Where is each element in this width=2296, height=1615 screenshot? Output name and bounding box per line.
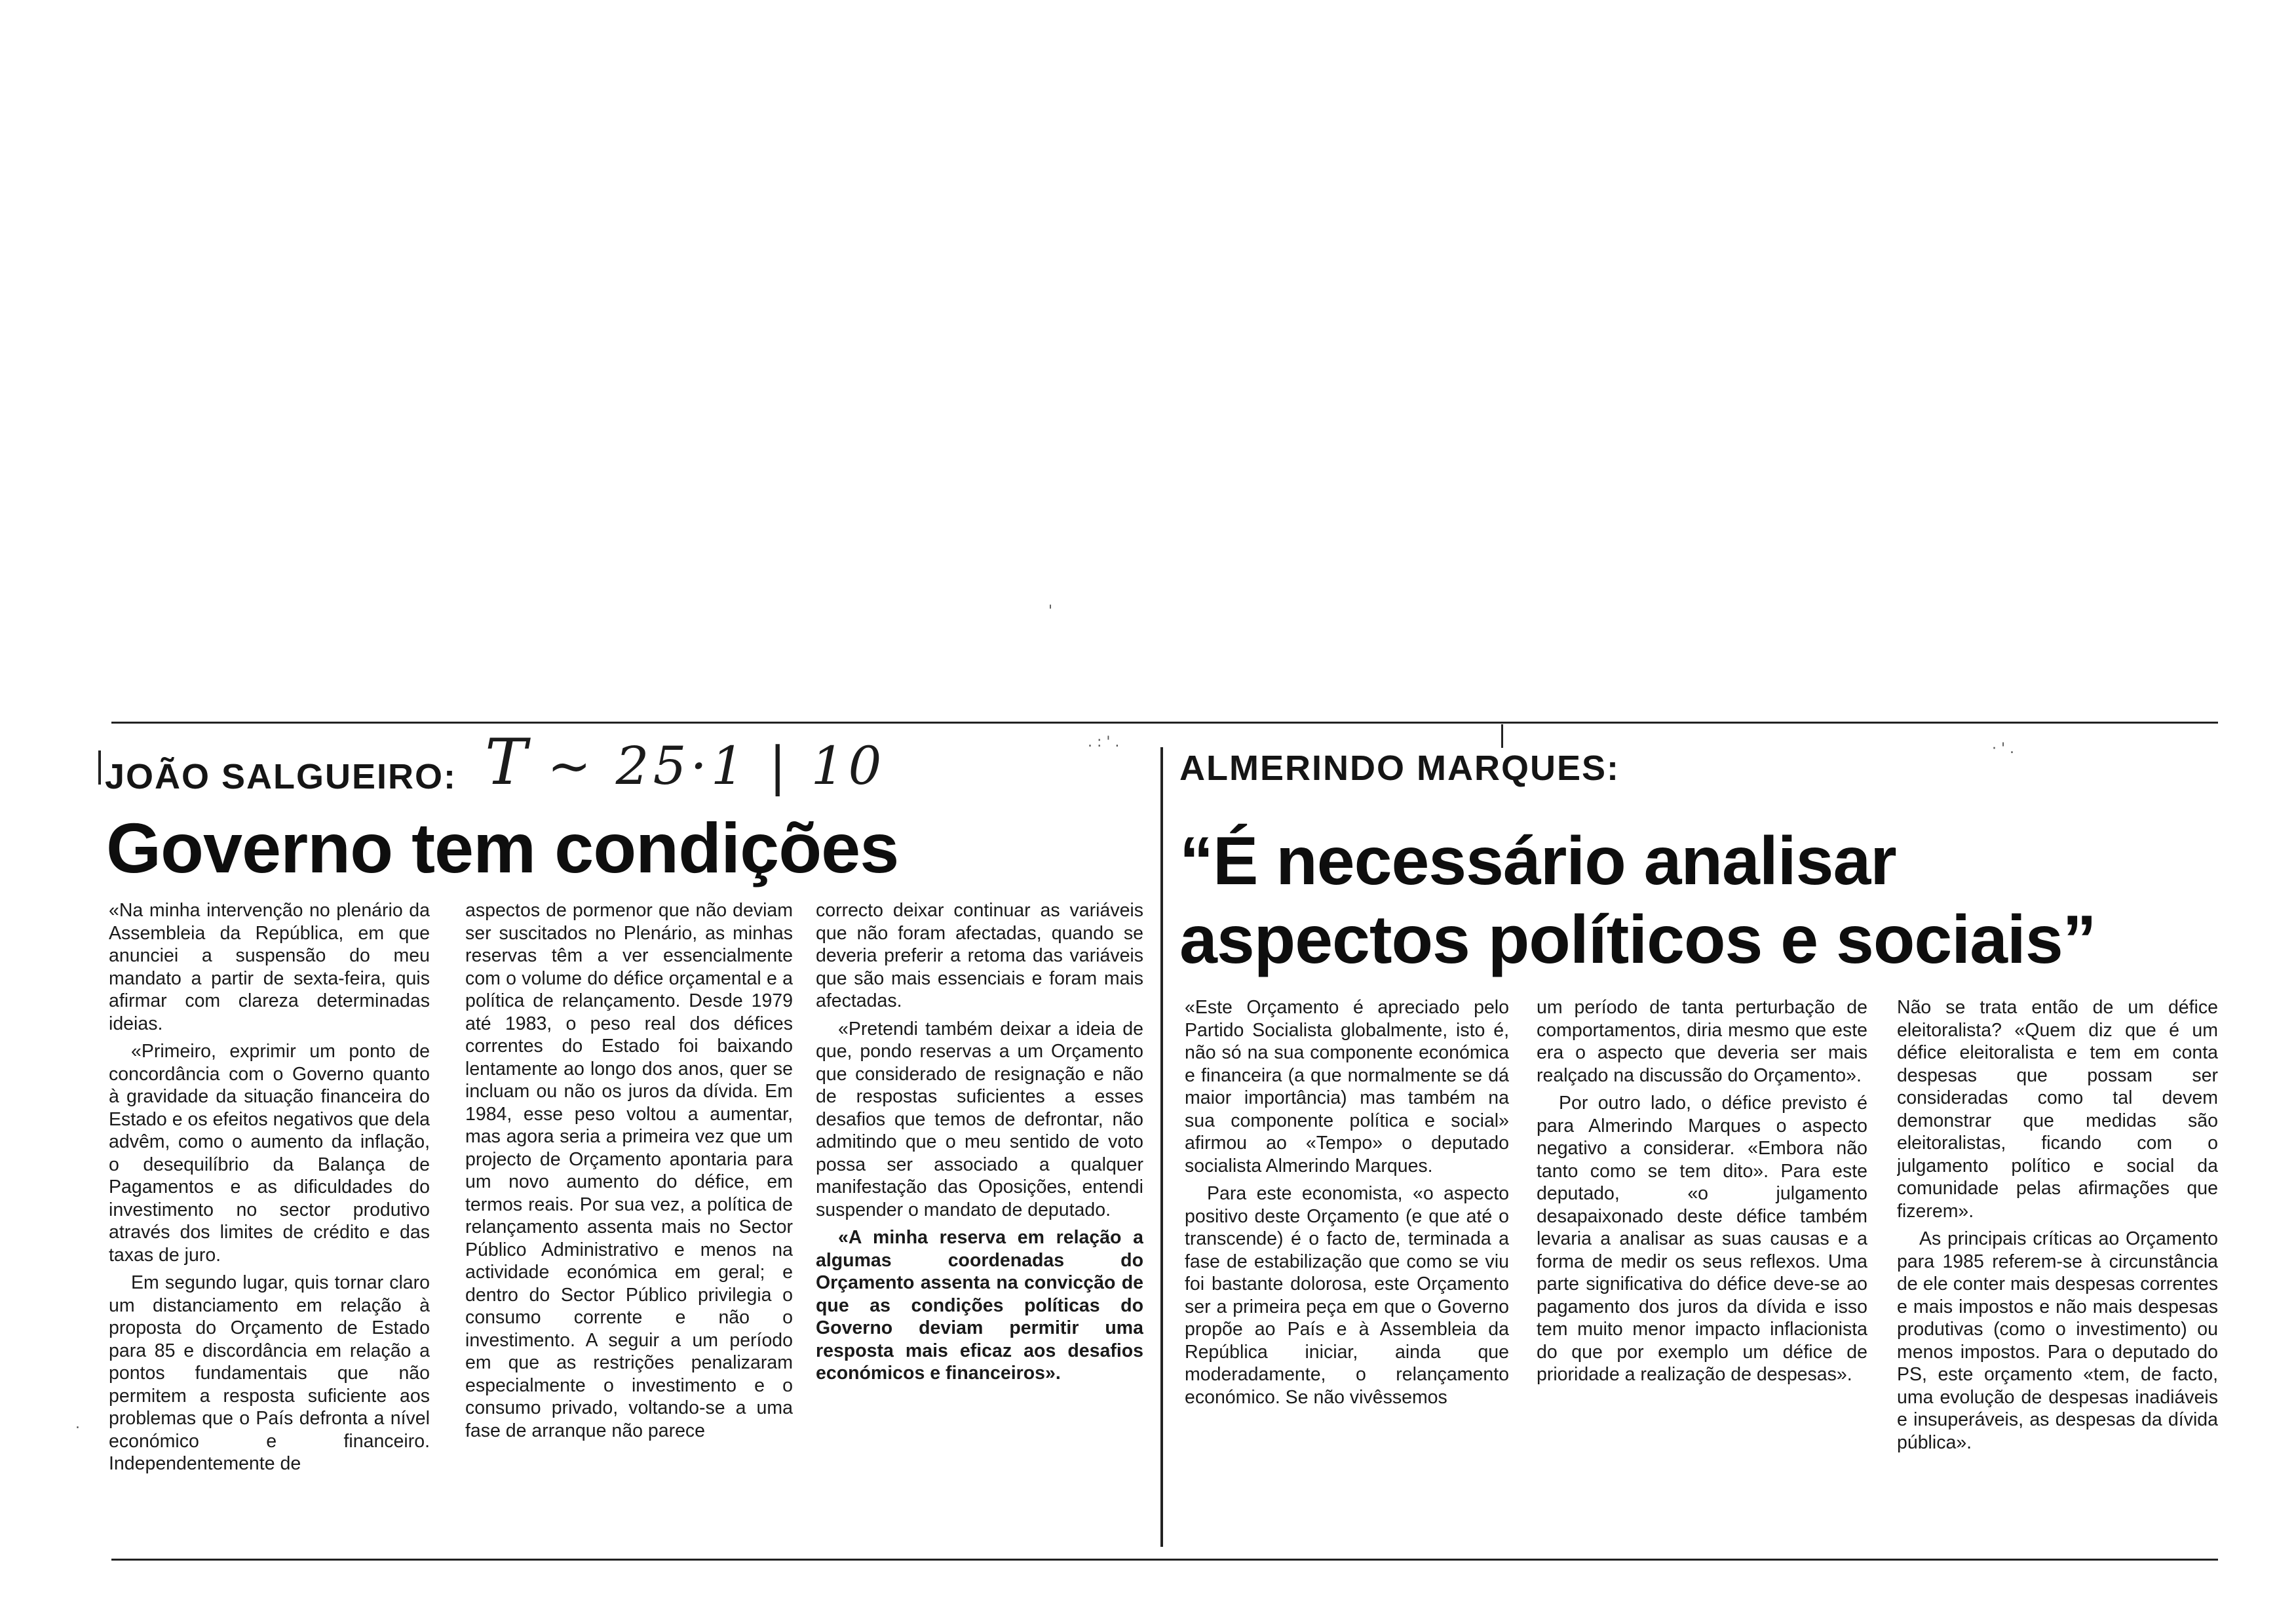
kicker-right-tick xyxy=(1501,724,1503,748)
right-headline-line-2: aspectos políticos e sociais” xyxy=(1179,902,2096,978)
right-kicker: ALMERINDO MARQUES: xyxy=(1179,749,1620,788)
article-paragraph: Por outro lado, o défice previsto é para Almerindo Marques o aspecto negativo a considerar. «Embora não tanto como se tem dito». Para este deputado, «o julgamento desapaixonado deste défice também levaria a analisar as suas causas e a forma de medir os seus reflexos. Uma parte significativa do défice deve-se ao pagamento dos juros da dívida e isso tem muito menor impacto inflacionista do que por exemplo um défice de prioridade a realização de despesas». xyxy=(1537,1093,1867,1385)
right-article-column-1 xyxy=(1185,996,1509,1540)
article-divider xyxy=(1160,747,1163,1547)
left-article-column-1 xyxy=(109,899,430,1548)
article-paragraph: Não se trata então de um défice eleitoralista? «Quem diz que é um défice eleitoralista e tem em conta despesas que possam ser consideradas como tal devem demonstrar que medidas são eleitoralistas, ficando com o julgamento político e social da comunidade pelas afirmações que fizerem». xyxy=(1897,997,2218,1222)
article-paragraph: correcto deixar continuar as variáveis que não foram afectadas, quando se deveria preferir a retoma das variáveis que são mais essenciais e foram mais afectadas. xyxy=(816,900,1143,1011)
article-paragraph: Para este economista, «o aspecto positivo deste Orçamento (e que até o transcende) é o facto de, terminada a fase de estabilização que como se viu foi bastante dolorosa, este Orçamento ser a primeira peça em que o Governo propõe ao País e à Assembleia da República iniciar, ainda que moderadamente, o relançamento económico. Se não vivêssemos xyxy=(1185,1183,1509,1408)
right-headline-line-1: “É necessário analisar xyxy=(1179,823,1896,899)
handwritten-date-note: T ~ 25·1 | 10 xyxy=(485,726,886,799)
left-article-column-2 xyxy=(465,899,793,1548)
article-paragraph: «Pretendi também deixar a ideia de que, pondo reservas a um Orçamento que considerado de resignação e não de respostas suficientes a esses desafios que temos de defrontar, não admitindo que o meu sentido de voto possa ser associado a qualquer manifestação das Oposições, entendi suspender o mandato de deputado. xyxy=(816,1018,1143,1220)
scan-speck: . xyxy=(75,1416,80,1432)
article-paragraph: aspectos de pormenor que não deviam ser suscitados no Plenário, as minhas reservas têm a ver essencialmente com o volume do défice orçamental e a política de relançamento. Desde 1979 até 1983, o peso real dos défices correntes do Estado foi baixando lentamente ao longo dos anos, quer se incluam ou não os juros da dívida. Em 1984, esse peso voltou a aumentar, mas agora seria a primeira vez que um projecto de Orçamento apontaria para um novo aumento do défice, em termos reais. Por sua vez, a política de relançamento assenta mais no Sector Público Administrativo e menos na actividade económica em geral; e dentro do Sector Público privilegia o consumo corrente e não o investimento. A seguir a um período em que as restrições penalizaram especialmente o investimento e o consumo privado, voltando-se a uma fase de arranque não parece xyxy=(465,900,793,1441)
article-paragraph: Em segundo lugar, quis tornar claro um distanciamento em relação à proposta do Orçamento de Estado para 85 e discordância em relação a pontos fundamentais que não permitem a resposta suficiente aos problemas que o País defronta a nível económico e financeiro. Independentemente de xyxy=(109,1272,430,1474)
right-article-column-3 xyxy=(1897,996,2218,1540)
left-kicker: JOÃO SALGUEIRO: xyxy=(105,757,457,796)
bottom-rule xyxy=(111,1559,2218,1561)
top-rule xyxy=(111,722,2218,724)
right-article-column-2 xyxy=(1537,996,1867,1540)
article-paragraph: As principais críticas ao Orçamento para 1985 referem-se à circunstância de ele conter mais despesas correntes e mais impostos e não mais despesas produtivas (como o investimento) ou menos impostos. Para o deputado do PS, este orçamento «tem, de facto, uma evolução de despesas inadiáveis e insuperáveis, as despesas da dívida pública». xyxy=(1897,1228,2218,1453)
left-headline: Governo tem condições xyxy=(106,808,899,887)
scan-speck: ' xyxy=(1048,603,1053,619)
scan-speck: · ' . xyxy=(1992,741,2015,757)
article-paragraph: «Primeiro, exprimir um ponto de concordância com o Governo quanto à gravidade da situação financeira do Estado e os efeitos negativos que dela advêm, como o aumento da inflação, o desequilíbrio da Balança de Pagamentos e as dificuldades do investimento no sector produtivo através dos limites de crédito e das taxas de juro. xyxy=(109,1041,430,1266)
article-paragraph: «Na minha intervenção no plenário da Assembleia da República, em que anunciei a suspensão do meu mandato a partir de sexta-feira, quis afirmar com clareza determinadas ideias. xyxy=(109,900,430,1034)
scan-speck: . : ' . xyxy=(1088,734,1120,750)
article-paragraph: «Este Orçamento é apreciado pelo Partido Socialista globalmente, isto é, não só na sua componente económica e financeira (a que normalmente se dá maior importância) mas também na sua componente política e social» afirmou ao «Tempo» o deputado socialista Almerindo Marques. xyxy=(1185,997,1509,1177)
article-paragraph: um período de tanta perturbação de comportamentos, diria mesmo que este era o aspecto que deveria ser mais realçado na discussão do Orçamento». xyxy=(1537,997,1867,1086)
left-article-column-3 xyxy=(816,899,1143,1548)
left-bracket xyxy=(98,750,101,785)
article-paragraph: «A minha reserva em relação a algumas coordenadas do Orçamento assenta na convicção de que as condições políticas do Governo deviam permitir uma resposta mais eficaz aos desafios económicos e financeiros». xyxy=(816,1227,1143,1384)
